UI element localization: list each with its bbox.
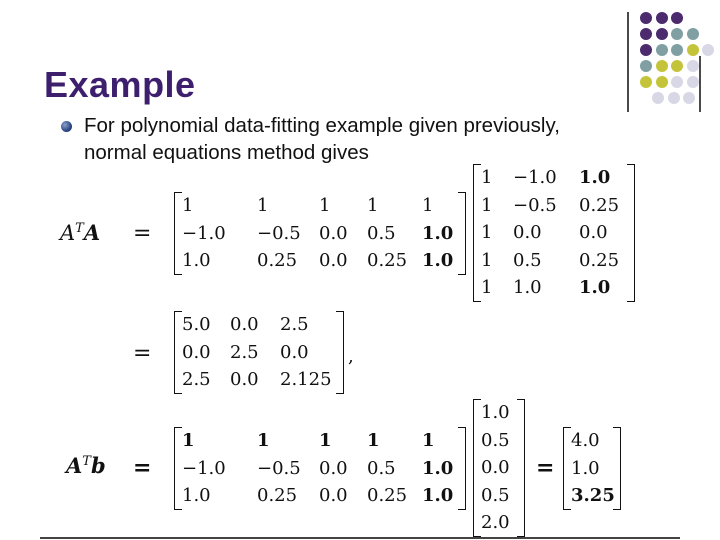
decor-dot — [656, 44, 668, 56]
bullet-text — [84, 112, 624, 166]
matrix-cell: −1.0 — [513, 167, 557, 188]
eq1-lhs-transpose: T — [75, 221, 84, 236]
bullet-line-1: For polynomial data-fitting example given previously, — [84, 114, 560, 137]
eq1-lhs-a: A — [60, 221, 76, 245]
matrix-cell: 1.0 — [422, 457, 454, 479]
eq3-matrix-at — [174, 427, 466, 510]
decor-dot — [652, 92, 664, 104]
eq3-lhs-b: b — [90, 453, 106, 478]
matrix-cell: 1 — [182, 430, 195, 451]
matrix-cell: 1.0 — [422, 222, 454, 244]
matrix-cell: 1 — [367, 430, 380, 451]
matrix-cell: 2.0 — [481, 512, 510, 533]
matrix-cell: 1.0 — [513, 277, 542, 298]
eq3-lhs-transpose: T — [82, 454, 91, 469]
decor-dot — [671, 76, 683, 88]
matrix-cell: 2.125 — [280, 369, 332, 390]
decor-dot — [656, 60, 668, 72]
matrix-cell: 3.25 — [571, 485, 615, 506]
matrix-cell: 0.25 — [579, 249, 620, 271]
matrix-cell: 1 — [182, 195, 194, 216]
matrix-cell: 1 — [257, 195, 269, 216]
decor-dot — [656, 76, 668, 88]
matrix-cell: 1.0 — [422, 485, 454, 506]
matrix-cell: 1 — [481, 277, 493, 298]
matrix-cell: 0.0 — [319, 222, 348, 244]
matrix-cell: 2.5 — [230, 341, 259, 363]
matrix-cell: 1 — [481, 167, 493, 188]
eq3-equals: = — [133, 455, 152, 481]
matrix-cell: 0.25 — [367, 250, 408, 271]
decor-dot — [671, 44, 683, 56]
matrix-cell: −0.5 — [513, 194, 557, 216]
matrix-cell: 2.5 — [182, 369, 211, 390]
matrix-cell: 1.0 — [481, 402, 510, 423]
matrix-cell: 1 — [257, 430, 270, 451]
decor-dot — [640, 28, 652, 40]
decor-dot — [640, 76, 652, 88]
eq1-matrix-a — [473, 164, 635, 302]
decor-line-right — [699, 56, 701, 112]
decor-dot — [640, 12, 652, 24]
matrix-cell: 0.25 — [367, 485, 408, 506]
matrix-cell: 0.0 — [579, 222, 608, 243]
matrix-cell: 0.5 — [367, 457, 396, 479]
matrix-cell: 0.0 — [319, 485, 348, 506]
matrix-cell: 1 — [481, 222, 493, 243]
decor-dot — [687, 44, 699, 56]
eq2-comma: , — [348, 346, 354, 367]
matrix-cell: 0.0 — [280, 341, 309, 363]
matrix-cell: 0.25 — [257, 250, 298, 271]
matrix-cell: 1 — [422, 430, 435, 451]
decor-dot — [668, 92, 680, 104]
bullet-line-2: normal equations method gives — [84, 141, 369, 164]
decor-dot — [640, 44, 652, 56]
matrix-cell: 0.0 — [230, 314, 259, 335]
matrix-cell: 1.0 — [422, 250, 454, 271]
matrix-cell: 0.25 — [257, 485, 298, 506]
matrix-cell: 1.0 — [182, 485, 211, 506]
decor-dot — [656, 12, 668, 24]
eq2-matrix-result — [174, 311, 344, 394]
eq1-lhs-a2: A — [83, 220, 101, 245]
matrix-cell: 2.5 — [280, 314, 309, 335]
decor-dot — [702, 44, 714, 56]
matrix-cell: 1 — [367, 195, 379, 216]
matrix-cell: −1.0 — [182, 222, 226, 244]
decor-line-left — [627, 12, 629, 112]
matrix-cell: 1.0 — [571, 457, 600, 479]
matrix-cell: 0.5 — [481, 429, 510, 451]
matrix-cell: 1.0 — [182, 250, 211, 271]
decor-dot — [687, 60, 699, 72]
eq1-equals: = — [133, 221, 152, 246]
matrix-cell: 1 — [422, 195, 434, 216]
eq3-vector-b — [473, 399, 525, 537]
bullet-icon — [61, 121, 72, 132]
slide-title: Example — [44, 64, 196, 105]
matrix-cell: 0.0 — [481, 457, 510, 478]
matrix-cell: 1.0 — [579, 167, 611, 188]
eq3-lhs-a: A — [66, 453, 83, 478]
decor-dot — [671, 60, 683, 72]
eq2-equals: = — [133, 341, 152, 366]
matrix-cell: 1 — [319, 430, 332, 451]
matrix-cell: −0.5 — [257, 222, 301, 244]
decor-dot — [687, 28, 699, 40]
matrix-cell: 0.5 — [481, 484, 510, 506]
decor-dot — [671, 12, 683, 24]
matrix-cell: 0.0 — [513, 222, 542, 243]
footer-rule — [40, 537, 680, 539]
matrix-cell: 4.0 — [571, 430, 600, 451]
eq1-lhs — [60, 220, 100, 245]
decor-dot — [683, 92, 695, 104]
decor-dot — [687, 76, 699, 88]
matrix-cell: 0.0 — [319, 250, 348, 271]
decor-dot — [671, 28, 683, 40]
matrix-cell: 1 — [319, 195, 331, 216]
matrix-cell: 0.0 — [319, 457, 348, 479]
matrix-cell: 1 — [481, 194, 493, 216]
matrix-cell: −0.5 — [257, 457, 301, 479]
decor-dot — [656, 28, 668, 40]
eq3-equals-2: = — [536, 455, 555, 481]
matrix-cell: 5.0 — [182, 314, 211, 335]
matrix-cell: 0.0 — [182, 341, 211, 363]
eq1-matrix-at — [174, 192, 466, 275]
matrix-cell: 0.0 — [230, 369, 259, 390]
eq3-lhs — [66, 453, 106, 478]
matrix-cell: 1.0 — [579, 277, 611, 298]
matrix-cell: −1.0 — [182, 457, 226, 479]
matrix-cell: 1 — [481, 249, 493, 271]
matrix-cell: 0.25 — [579, 194, 620, 216]
decor-dot — [640, 60, 652, 72]
matrix-cell: 0.5 — [367, 222, 396, 244]
eq3-vector-result — [563, 427, 621, 510]
matrix-cell: 0.5 — [513, 249, 542, 271]
